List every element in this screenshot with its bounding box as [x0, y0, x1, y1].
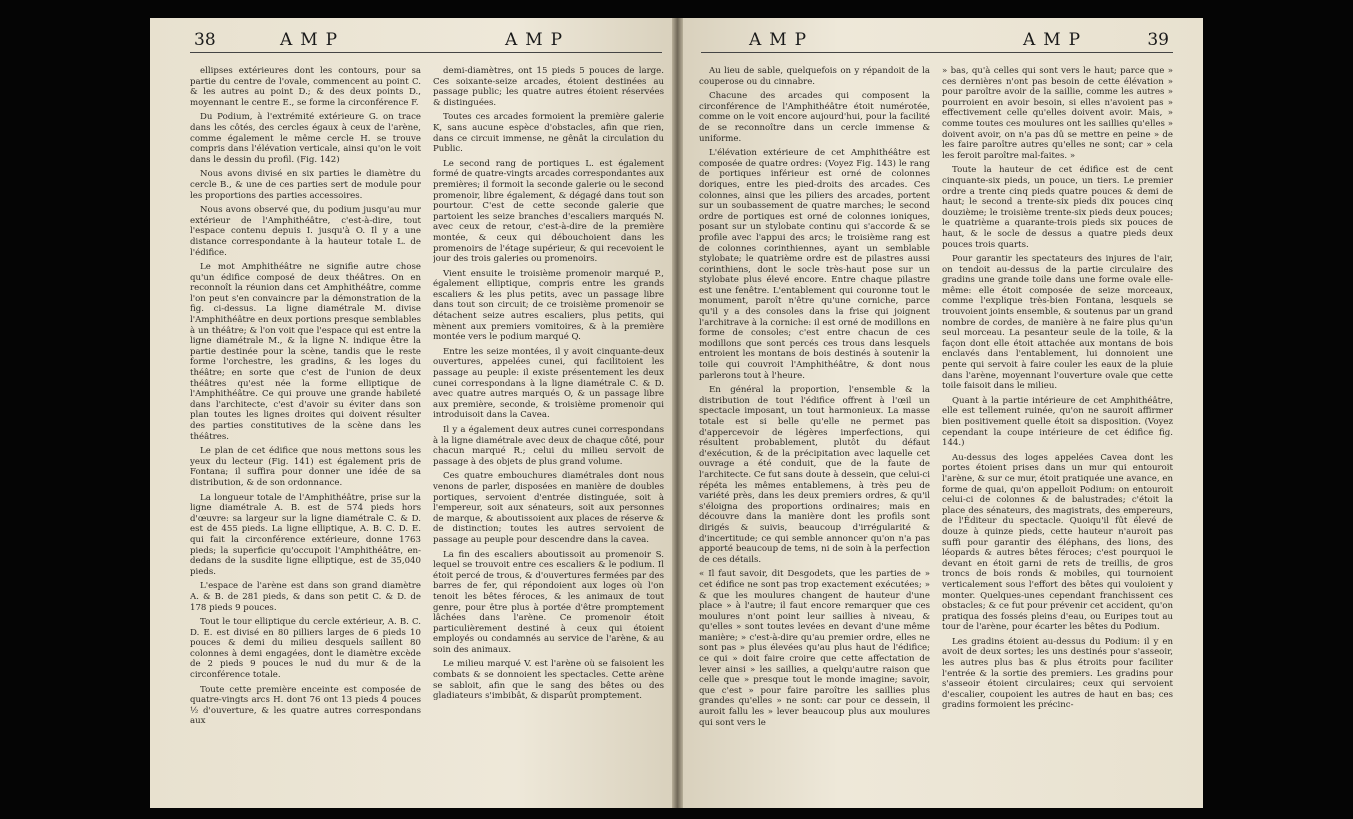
left-column-2 — [433, 66, 664, 796]
paragraph: Pour garantir les spectateurs des injures de l'air, on tendoit au-dessus de la partie circulaire des gradins une grande toile dans une forme ovale elle-même: elle étoit composée de seize morceaux, comme l'explique très-bien Fontana, lesquels se trouvoient joints ensemble, & soutenus par un grand nombre de cordes, de manière à ne faire plus qu'un seul morceau. La pesanteur seule de la toile, & la façon dont elle étoit attachée aux montans de bois enclavés dans l'entablement, lui donnoient une pente qui servoit à faire couler les eaux de la pluie dans l'arène, moyennant l'ouverture ovale que cette toile faisoit dans le milieu. — [942, 254, 1173, 392]
paragraph: Quant à la partie intérieure de cet Amphithéâtre, elle est tellement ruinée, qu'on ne sauroit affirmer bien positivement quelle étoit sa disposition. (Voyez cependant la coupe intérieure de cet édifice fig. 144.) — [942, 395, 1173, 449]
paragraph: Entre les seize montées, il y avoit cinquante-deux ouvertures, appelées cunei, qui facilitoient les passage au peuple: il existe présentement les deux cunei correspondans à la ligne diamétrale C. & D. avec quatre autres marqués O, & un passage libre aux première, seconde, & troisième promenoir qui introduisoit dans la Cavea. — [433, 346, 664, 421]
paragraph: La longueur totale de l'Amphithéâtre, prise sur la ligne diamétrale A. B. est de 574 pieds hors d'œuvre: sa largeur sur la ligne diamétrale C. & D. est de 455 pieds. La ligne elliptique, A. B. C. D. E. qui fait la circonférence extérieure, donne 1763 pieds; la superficie qu'occupoit l'Amphithéâtre, en-dedans de la susdite ligne elliptique, est de 35,040 pieds. — [190, 492, 421, 577]
paragraph: Le milieu marqué V. est l'arène où se faisoient les combats & se donnoient les spectacles. Cette arène se sabloit, afin que le sang des bêtes ou des gladiateurs s'imbibât, & disparût promptement. — [433, 659, 664, 702]
left-page — [150, 18, 672, 808]
left-running-head-2: AMP — [505, 30, 571, 50]
paragraph: Au lieu de sable, quelquefois on y répandoit de la couperose ou du cinnabre. — [699, 66, 930, 87]
paragraph: L'espace de l'arène est dans son grand diamètre A. & B. de 281 pieds, & dans son petit C. & D. de 178 pieds 9 pouces. — [190, 581, 421, 613]
right-running-head-1: AMP — [749, 30, 815, 50]
paragraph: Vient ensuite le troisième promenoir marqué P., également elliptique, compris entre les grands escaliers & les plus petits, avec un passage libre dans tout son circuit; de ce troisième promenoir se détachent seize autres escaliers, plus petits, qui mènent aux premiers vomitoires, & à la première montée vers le podium marqué Q. — [433, 268, 664, 343]
paragraph: Nous avons observé que, du podium jusqu'au mur extérieur de l'Amphithéâtre, c'est-à-dire, tout l'espace contenu depuis I. jusqu'à O. Il y a une distance correspondante à la hauteur totale L. de l'édifice. — [190, 205, 421, 258]
quotation: « Il faut savoir, dit Desgodets, que les parties de » cet édifice ne sont pas trop exactement exécutées; » & que les moulures changent de hauteur d'une place » à l'autre; il faut encore remarquer que ces moulures n'ont point leur saillies à niveau, & qu'elles » sont toutes levées en devant d'une même manière; » c'est-à-dire qu'au premier ordre, elles ne sont pas » plus élevées qu'au plus haut de l'édifice; ce qui » doit faire croire que cette affectation de lever ainsi » les saillies, a quelqu'autre raison que celle que » presque tout le monde imagine; savoir, que c'est » pour faire paroître les saillies plus grandes qu'elles » ne sont: car pour ce dessein, il auroit fallu les » lever beaucoup plus aux moulures qui sont vers le — [699, 569, 930, 728]
left-running-head-1: AMP — [280, 30, 346, 50]
paragraph: Du Podium, à l'extrémité extérieure G. on trace dans les côtés, des cercles égaux à ceux de l'arène, comme également le même cercle H. se trouve compris dans l'élévation verticale, ainsi qu'on le voit dans le dessin du profil. (Fig. 142) — [190, 112, 421, 165]
quotation: » bas, qu'à celles qui sont vers le haut; parce que » ces dernières n'ont pas besoin de cette élévation » pour paroître avoir de la saillie, comme les autres » pourroient en avoir besoin, si elles n'avoient pas » effectivement celle qu'elles doivent avoir. Mais, » comme toutes ces moulures ont les saillies qu'elles » doivent avoir, on n'a pas dû se mettre en peine » de les faire paroître autres qu'elles ne sont; car » cela les feroit paroître mal-faites. » — [942, 66, 1173, 161]
right-page — [683, 18, 1203, 808]
paragraph: L'élévation extérieure de cet Amphithéâtre est composée de quatre ordres: (Voyez Fig. 143) le rang de portiques inférieur est orné de colonnes doriques, entre les pied-droits des arcades. Ces colonnes, ainsi que les piliers des arcades, portent sur un soubassement de quatre marches; le second ordre de portiques est orné de colonnes ioniques, posant sur un stylobate continu qui s'accorde & se profile avec l'appui des arcs; le troisième rang est de colonnes corinthiennes, ayant un semblable stylobate; le quatrième ordre est de pilastres aussi corinthiens, dont le socle très-haut pose sur un stylobate plus élevé encore. Entre chaque pilastre est une fenêtre. L'entablement qui couronne tout le monument, paroît n'être qu'une corniche, parce qu'il y a des consoles dans la frise qui joignent l'architrave à la corniche: il est orné de modillons en forme de consoles; c'est entre chacun de ces modillons que sont percés ces trous dans lesquels entroient les montans de bois destinés à soutenir la toile qui couvroit l'Amphithéâtre, & dont nous parlerons tout à l'heure. — [699, 148, 930, 381]
book-gutter — [672, 18, 683, 808]
left-page-number: 38 — [194, 30, 216, 50]
right-page-number: 39 — [1147, 30, 1169, 50]
left-page-header — [150, 28, 672, 58]
paragraph: Chacune des arcades qui composent la circonférence de l'Amphithéâtre étoit numérotée, comme on le voit encore aujourd'hui, pour la facilité de se reconnoître dans un cercle immense & uniforme. — [699, 91, 930, 144]
left-column-1 — [190, 66, 421, 796]
paragraph: Toutes ces arcades formoient la première galerie K, sans aucune espèce d'obstacles, afin que rien, dans ce circuit immense, ne gênât la circulation du Public. — [433, 112, 664, 155]
paragraph: Toute la hauteur de cet édifice est de cent cinquante-six pieds, un pouce, un tiers. Le premier ordre a trente cinq pieds quatre pouces & demi de haut; le second a trente-six pieds dix pouces cinq douzième; le troisième trente-six pieds deux pouces; le quatrième a quarante-trois pieds six pouces de haut, & le socle de dessus a quatre pieds deux pouces trois quarts. — [942, 165, 1173, 250]
paragraph: Nous avons divisé en six parties le diamètre du cercle B., & une de ces parties sert de module pour les proportions des parties accessoires. — [190, 169, 421, 201]
left-header-rule — [190, 52, 662, 53]
paragraph: Les gradins étoient au-dessus du Podium: il y en avoit de deux sortes; les uns destinés pour s'asseoir, les autres plus bas & plus étroits pour faciliter l'entrée & la sortie des premiers. Les gradins pour s'asseoir étoient circulaires; ceux qui servoient d'escalier, coupoient les autres de haut en bas; ces gradins formoient les précinc- — [942, 636, 1173, 711]
paragraph: Le second rang de portiques L. est également formé de quatre-vingts arcades correspondantes aux premières; il formoit la seconde galerie ou le second promenoir, libre également, & dégagé dans tout son pourtour. C'est de cette seconde galerie que partoient les seize branches d'escaliers marqués N. avec ceux de retour, c'est-à-dire de la première montée, & ceux qui débouchoient dans les promenoirs de l'étage supérieur, & qui recevoient le jour des trois galeries ou promenoirs. — [433, 158, 664, 265]
paragraph: En général la proportion, l'ensemble & la distribution de tout l'édifice offrent à l'œil un spectacle imposant, un tout harmonieux. La masse totale est si belle qu'elle ne permet pas d'appercevoir de légères imperfections, qui résultent probablement, plutôt du défaut d'exécution, & de la précipitation avec laquelle cet ouvrage a été conduit, que de la faute de l'architecte. Ce fut sans doute à dessein, que celui-ci répéta les mêmes entablemens, à très peu de variété près, dans les deux premiers ordres, & qu'il s'éloigna des proportions ordinaires; mais en découvre dans la manière dont les profils sont dirigés & suivis, beaucoup d'irrégularité & d'incertitude; ce qui semble annoncer qu'on n'a pas apporté beaucoup de tems, ni de soin à la perfection de ces détails. — [699, 385, 930, 565]
paragraph: demi-diamètres, ont 15 pieds 5 pouces de large. Ces soixante-seize arcades, étoient destinées au passage public; les quatre autres étoient réservées & distinguées. — [433, 66, 664, 108]
paragraph: Ces quatre embouchures diamétrales dont nous venons de parler, disposées en manière de doubles portiques, servoient d'entrée distinguée, soit à l'empereur, soit aux sénateurs, soit aux personnes de marque, & aboutissoient aux places de réserve & de distinction; toutes les autres servoient de passage au peuple pour descendre dans la cavea. — [433, 471, 664, 545]
right-column-1 — [699, 66, 930, 796]
paragraph: Le mot Amphithéâtre ne signifie autre chose qu'un édifice composé de deux théâtres. On en reconnoît la réunion dans cet Amphithéâtre, comme l'on peut s'en convaincre par la démonstration de la fig. ci-dessus. La ligne diamétrale M. divise l'Amphithéâtre en deux portions presque semblables à un théâtre; & l'on voit que l'espace qui est entre la ligne diamétrale M., & la ligne N. indique être la partie destinée pour la scène, tandis que le reste forme l'orchestre, les gradins, & les loges du théâtre; en sorte que c'est de l'union de deux théâtres qu'est née la forme elliptique de l'Amphithéâtre. Ce qui prouve une grande habileté dans l'architecte, c'est d'avoir su éviter dans son plan toutes les lignes droites qui doivent résulter des parties constitutives de la scène dans les théâtres. — [190, 262, 421, 442]
paragraph: La fin des escaliers aboutissoit au promenoir S. lequel se trouvoit entre ces escaliers & le podium. Il étoit percé de trous, & d'ouvertures fermées par des barres de fer, qui répondoient aux loges où l'on tenoit les bêtes féroces, & les animaux de tout genre, pour être plus à portée d'être promptement lâchées dans l'arène. Ce promenoir étoit particulièrement destiné à ceux qui étoient employés ou condamnés au service de l'arène, & au soin des animaux. — [433, 549, 664, 655]
paragraph: Il y a également deux autres cunei correspondans à la ligne diamétrale avec deux de chaque côté, pour chacun marqué R.; celui du milieu servoit de passage à des objets de plus grand volume. — [433, 425, 664, 467]
right-header-rule — [701, 52, 1173, 53]
paragraph: Tout le tour elliptique du cercle extérieur, A. B. C. D. E. est divisé en 80 pilliers larges de 6 pieds 10 pouces & demi du milieu desquels saillent 80 colonnes à demi engagées, dont le diamètre excède de 2 pieds 9 pouces le nud du mur & de la circonférence totale. — [190, 617, 421, 681]
right-running-head-2: AMP — [1023, 30, 1089, 50]
paragraph: ellipses extérieures dont les contours, pour sa partie du centre de l'ovale, commencent au point C. & les autres au point D.; & des deux points D., moyennant le centre E., se forme la circonférence F. — [190, 66, 421, 108]
paragraph: Au-dessus des loges appelées Cavea dont les portes étoient prises dans un mur qui entouroit l'arène, & sur ce mur, étoit pratiquée une avance, en forme de quai, qu'on appelloit Podium: on entouroit celui-ci de colonnes & de balustrades; c'étoit la place des sénateurs, des magistrats, des empereurs, de l'Éditeur du spectacle. Quoiqu'il fût élevé de douze à quinze pieds, cette hauteur n'auroit pas suffi pour garantir des éléphans, des lions, des léopards & autres bêtes féroces; c'est pourquoi le devant en étoit garni de rets de treillis, de gros troncs de bois ronds & mobiles, qui tournoient verticalement sous l'effort des bêtes qui vouloient y monter. Quelques-unes cependant franchissent ces obstacles; & ce fut pour prévenir cet accident, qu'on pratiqua des fossés pleins d'eau, ou Euripes tout au tour de l'arène, pour écarter les bêtes du Podium. — [942, 452, 1173, 633]
paragraph: Le plan de cet édifice que nous mettons sous les yeux du lecteur (Fig. 141) est également pris de Fontana; il suffira pour donner une idée de sa distribution, & de son ordonnance. — [190, 446, 421, 488]
right-column-2 — [942, 66, 1173, 796]
right-page-header — [683, 28, 1203, 58]
paragraph: Toute cette première enceinte est composée de quatre-vingts arcs H. dont 76 ont 13 pieds 4 pouces ½ d'ouverture, & les quatre autres correspondans aux — [190, 684, 421, 727]
